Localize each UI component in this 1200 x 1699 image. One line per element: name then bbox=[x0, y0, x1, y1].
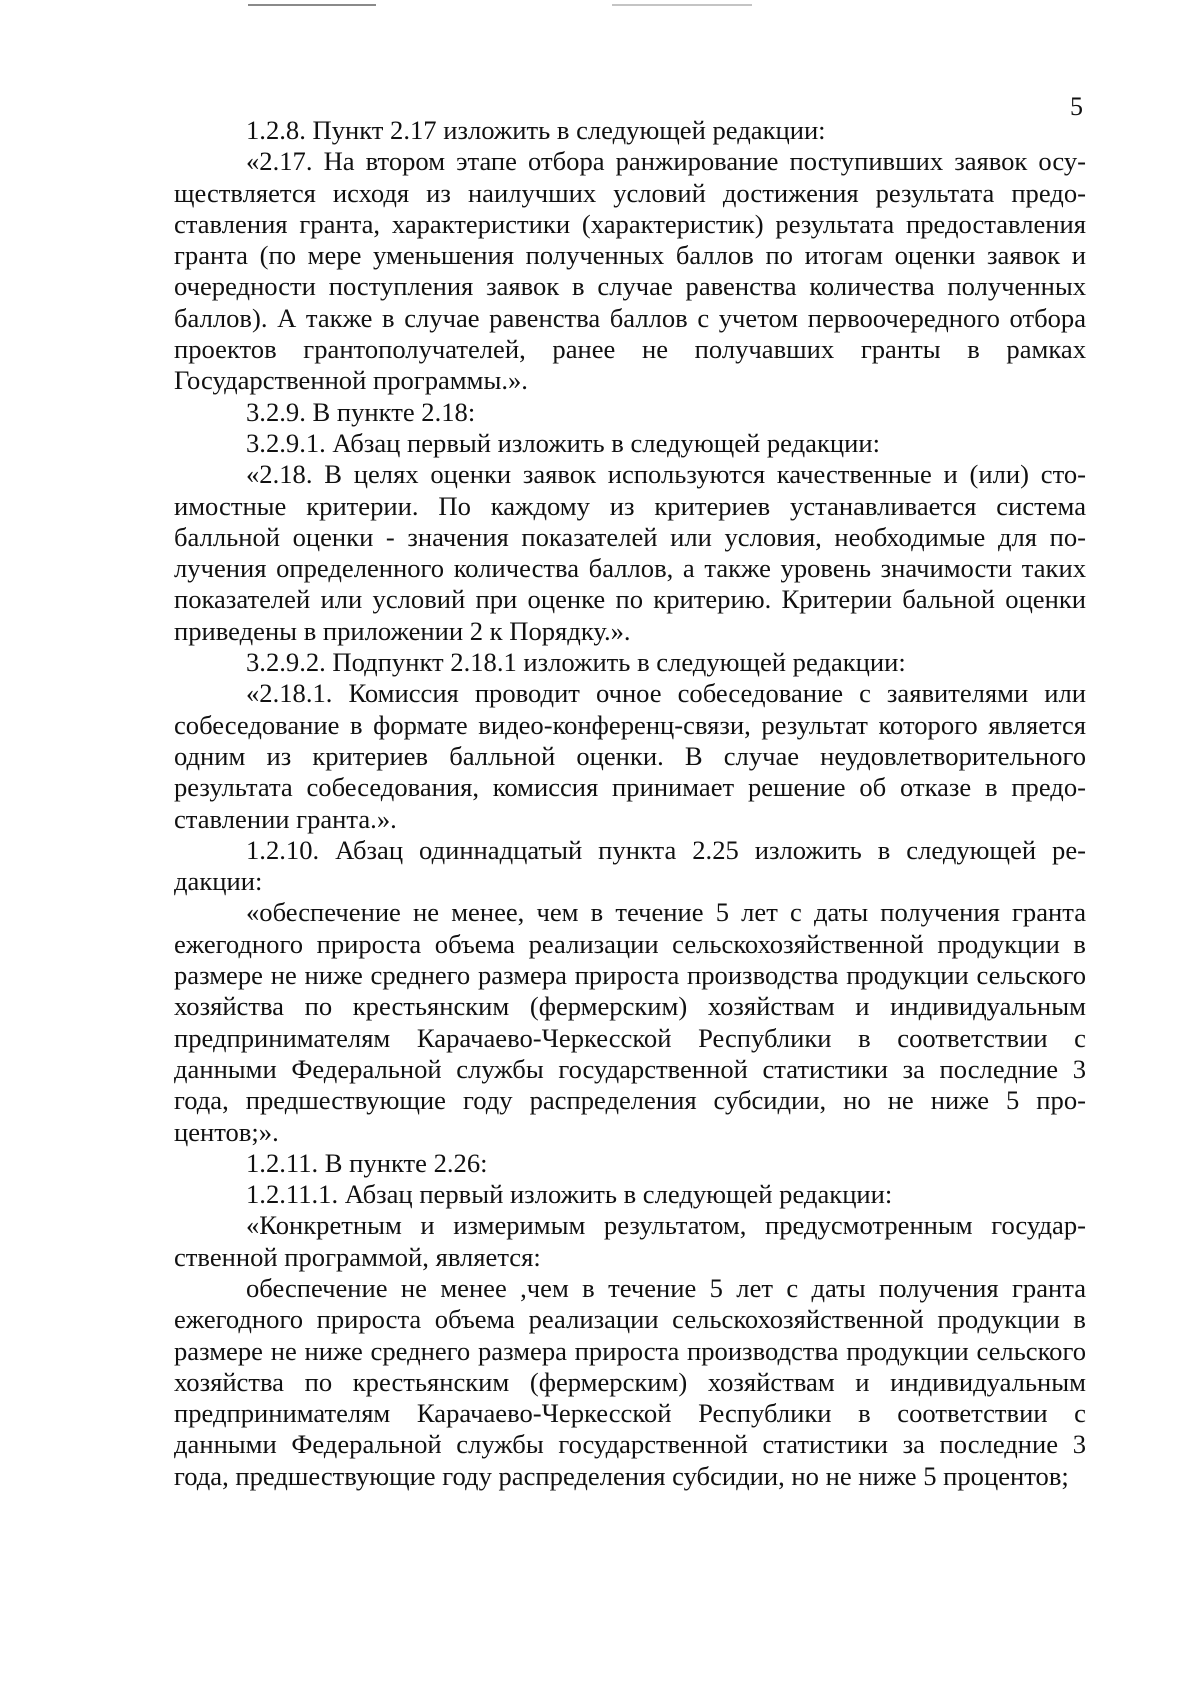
paragraph: 1.2.10. Абзац одиннадцатый пункта 2.25 изложить в следующей редакции: bbox=[174, 834, 1086, 897]
paragraph: 1.2.11. В пункте 2.26: bbox=[246, 1147, 488, 1178]
paragraph: обеспечение не менее ,чем в течение 5 лет с даты получения гранта ежегодного прироста объема реализации сельскохозяйственной продукции в размере не ниже среднего размера прироста производства продукции сельского хозяйства по крестьянским (фермерским) хозяйствам и индивидуальным предпринимателям Карачаево-Черкесской Республики в соответствии с данными Федеральной службы государственной статистики за последние 3 года, предшествующие году распределения субсидии, но не ниже 5 процентов; bbox=[174, 1272, 1086, 1491]
paragraph: 1.2.11.1. Абзац первый изложить в следующей редакции: bbox=[246, 1179, 893, 1210]
scan-artifact-line bbox=[248, 4, 376, 6]
paragraph: 3.2.9.2. Подпункт 2.18.1 изложить в следующей редакции: bbox=[246, 647, 906, 678]
document-body bbox=[174, 115, 1086, 1492]
paragraph: «2.18. В целях оценки заявок используются качественные и (или) стоимостные критерии. По каждому из критериев устанавливается система балльной оценки - значения показателей или условия, необходимые для получения определенного количества баллов, а также уровень значимости таких показателей или условий при оценке по критерию. Критерии бальной оценки приведены в приложении 2 к Порядку.». bbox=[174, 459, 1086, 646]
paragraph: «2.18.1. Комиссия проводит очное собеседование с заявителями или собеседование в формате видео-конференц-связи, результат которого является одним из критериев балльной оценки. В случае неудовлетворительного результата собеседования, комиссия принимает решение об отказе в предоставлении гранта.». bbox=[174, 678, 1086, 834]
paragraph: «2.17. На втором этапе отбора ранжирование поступивших заявок осуществляется исходя из наилучших условий достижения результата предоставления гранта, характеристики (характеристик) результата предоставления гранта (по мере уменьшения полученных баллов по итогам оценки заявок и очередности поступления заявок в случае равенства количества полученных баллов). А также в случае равенства баллов с учетом первоочередного отбора проектов грантополучателей, ранее не получавших гранты в рамках Государственной программы.». bbox=[174, 146, 1086, 396]
paragraph: «Конкретным и измеримым результатом, предусмотренным государственной программой, является: bbox=[174, 1210, 1086, 1272]
paragraph: 3.2.9. В пункте 2.18: bbox=[246, 396, 476, 427]
page-number: 5 bbox=[1070, 92, 1083, 121]
scan-artifact-line bbox=[612, 4, 752, 6]
paragraph: «обеспечение не менее, чем в течение 5 лет с даты получения гранта ежегодного прироста объема реализации сельскохозяйственной продукции в размере не ниже среднего размера прироста производства продукции сельского хозяйства по крестьянским (фермерским) хозяйствам и индивидуальным предпринимателям Карачаево-Черкесской Республики в соответствии с данными Федеральной службы государственной статистики за последние 3 года, предшествующие году распределения субсидии, но не ниже 5 процентов;». bbox=[174, 897, 1086, 1147]
paragraph: 3.2.9.1. Абзац первый изложить в следующей редакции: bbox=[246, 427, 880, 458]
paragraph: 1.2.8. Пункт 2.17 изложить в следующей редакции: bbox=[246, 115, 826, 145]
